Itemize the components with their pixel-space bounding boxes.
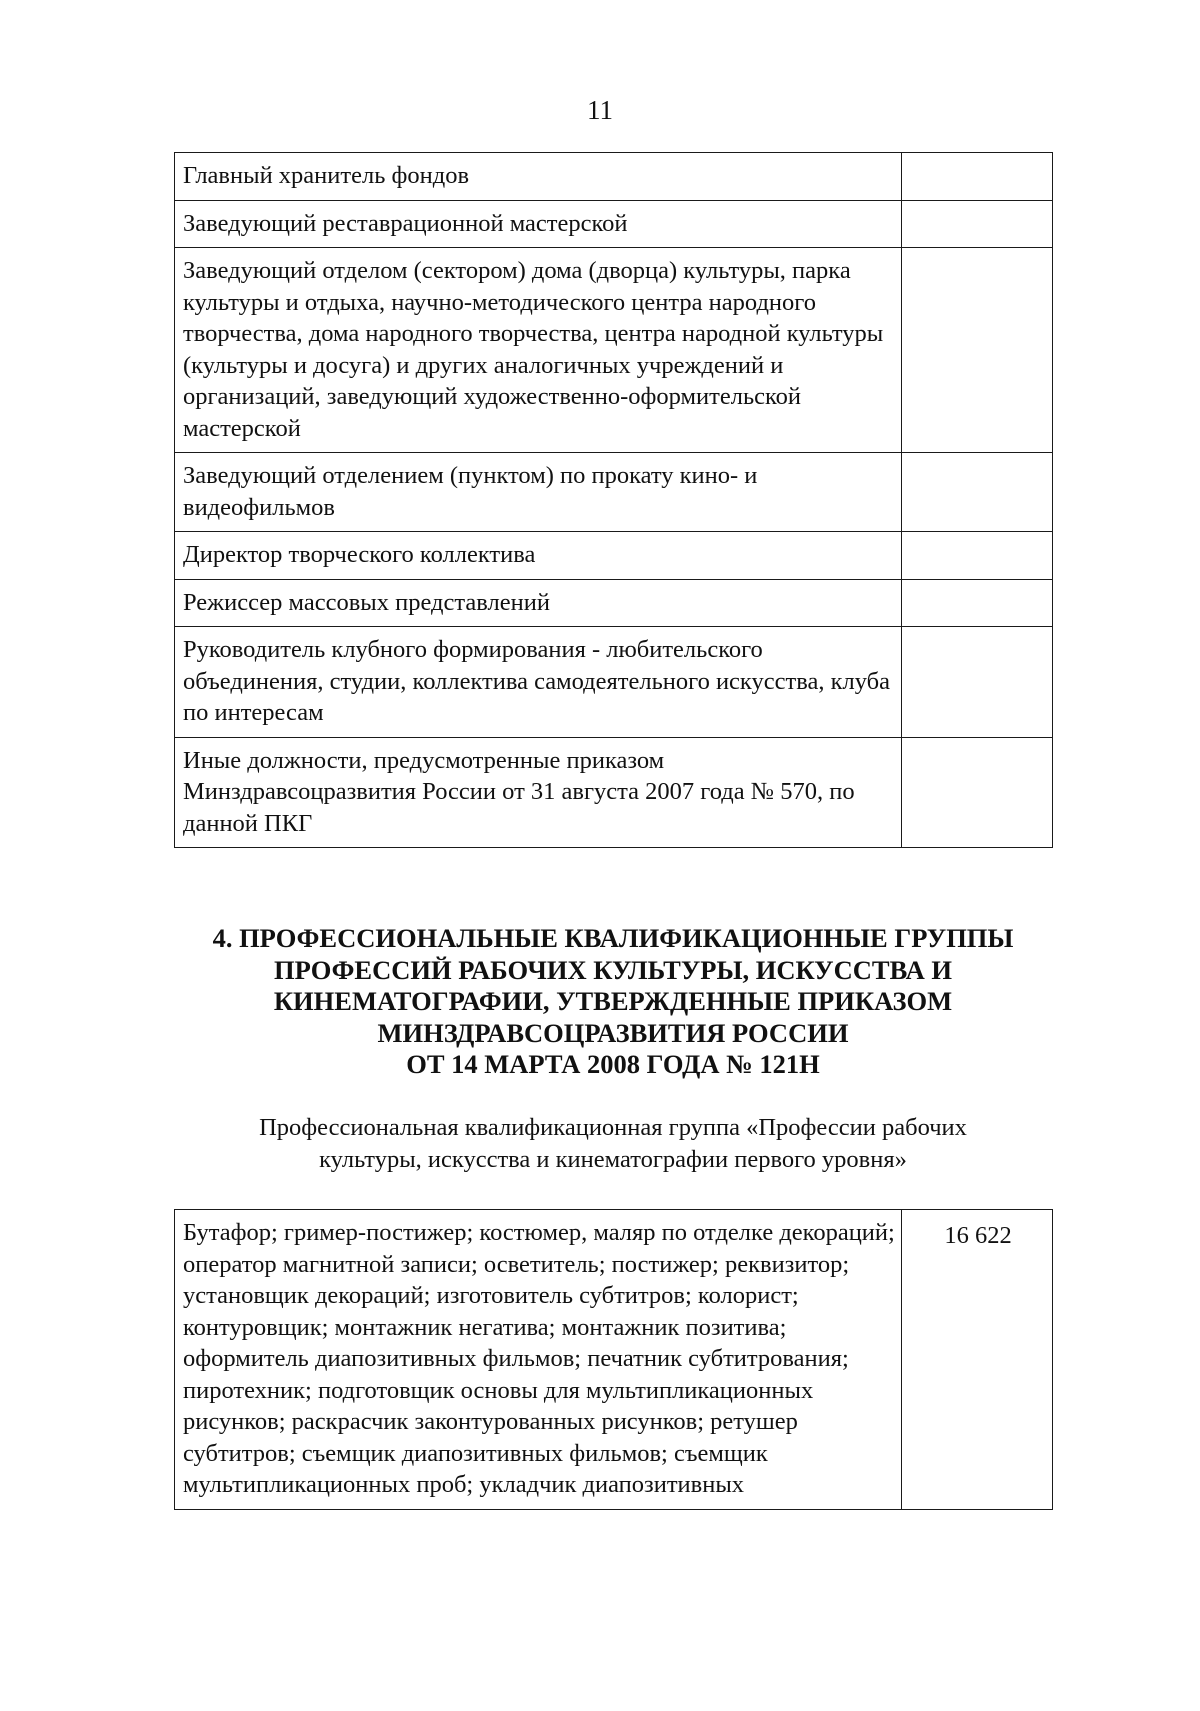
salary-cell (902, 532, 1053, 580)
positions-table (174, 152, 1053, 848)
section-heading (174, 923, 1052, 1081)
salary-cell (902, 579, 1053, 627)
profession-list-cell: Бутафор; гример-постижер; костюмер, маляр по отделке декораций; оператор магнитной записи; осветитель; постижер; реквизитор; установщик декораций; изготовитель субтитров; колорист; контуровщик; монтажник негатива; монтажник позитива; оформитель диапозитивных фильмов; печатник субтитрования; пиротехник; подготовщик основы для мультипликационных рисунков; раскрасчик законтурованных рисунков; ретушер субтитров; съемщик диапозитивных фильмов; съемщик мультипликационных проб; укладчик диапозитивных (175, 1210, 902, 1510)
salary-cell: 16 622 (902, 1210, 1053, 1510)
salary-cell (902, 627, 1053, 738)
table-row (175, 737, 1053, 848)
position-name-cell: Заведующий отделением (пунктом) по прокату кино- и видеофильмов (175, 453, 902, 532)
table-row (175, 248, 1053, 453)
position-name-cell: Режиссер массовых представлений (175, 579, 902, 627)
table-row (175, 453, 1053, 532)
position-name-cell: Директор творческого коллектива (175, 532, 902, 580)
salary-cell (902, 453, 1053, 532)
salary-cell (902, 200, 1053, 248)
salary-cell (902, 737, 1053, 848)
section-heading-line: 4. ПРОФЕССИОНАЛЬНЫЕ КВАЛИФИКАЦИОННЫЕ ГРУППЫ (212, 923, 1014, 953)
professions-table (174, 1209, 1053, 1510)
subheading-line: Профессиональная квалификационная группа «Профессии рабочих (259, 1114, 967, 1141)
table-row (175, 627, 1053, 738)
table-row (175, 200, 1053, 248)
table-row (175, 153, 1053, 201)
section-heading-line: ПРОФЕССИЙ РАБОЧИХ КУЛЬТУРЫ, ИСКУССТВА И (274, 954, 952, 985)
table-row (175, 579, 1053, 627)
section-heading-line: МИНЗДРАВСОЦРАЗВИТИЯ РОССИИ (377, 1017, 849, 1048)
table-row (175, 532, 1053, 580)
subheading-line: культуры, искусства и кинематографии первого уровня» (319, 1145, 907, 1173)
salary-cell (902, 248, 1053, 453)
position-name-cell: Иные должности, предусмотренные приказом Минздравсоцразвития России от 31 августа 2007 года № 570, по данной ПКГ (175, 737, 902, 848)
table-row (175, 1210, 1053, 1510)
group-subheading (174, 1112, 1052, 1175)
section-heading-line: ОТ 14 МАРТА 2008 ГОДА № 121Н (406, 1049, 820, 1079)
page-number: 11 (587, 95, 613, 125)
position-name-cell: Главный хранитель фондов (175, 153, 902, 201)
position-name-cell: Заведующий отделом (сектором) дома (дворца) культуры, парка культуры и отдыха, научно-методического центра народного творчества, дома народного творчества, центра народной культуры (культуры и досуга) и других аналогичных учреждений и организаций, заведующий художественно-оформительской мастерской (175, 248, 902, 453)
position-name-cell: Руководитель клубного формирования - любительского объединения, студии, коллектива самодеятельного искусства, клуба по интересам (175, 627, 902, 738)
section-heading-line: КИНЕМАТОГРАФИИ, УТВЕРЖДЕННЫЕ ПРИКАЗОМ (273, 986, 953, 1016)
position-name-cell: Заведующий реставрационной мастерской (175, 200, 902, 248)
salary-cell (902, 153, 1053, 201)
